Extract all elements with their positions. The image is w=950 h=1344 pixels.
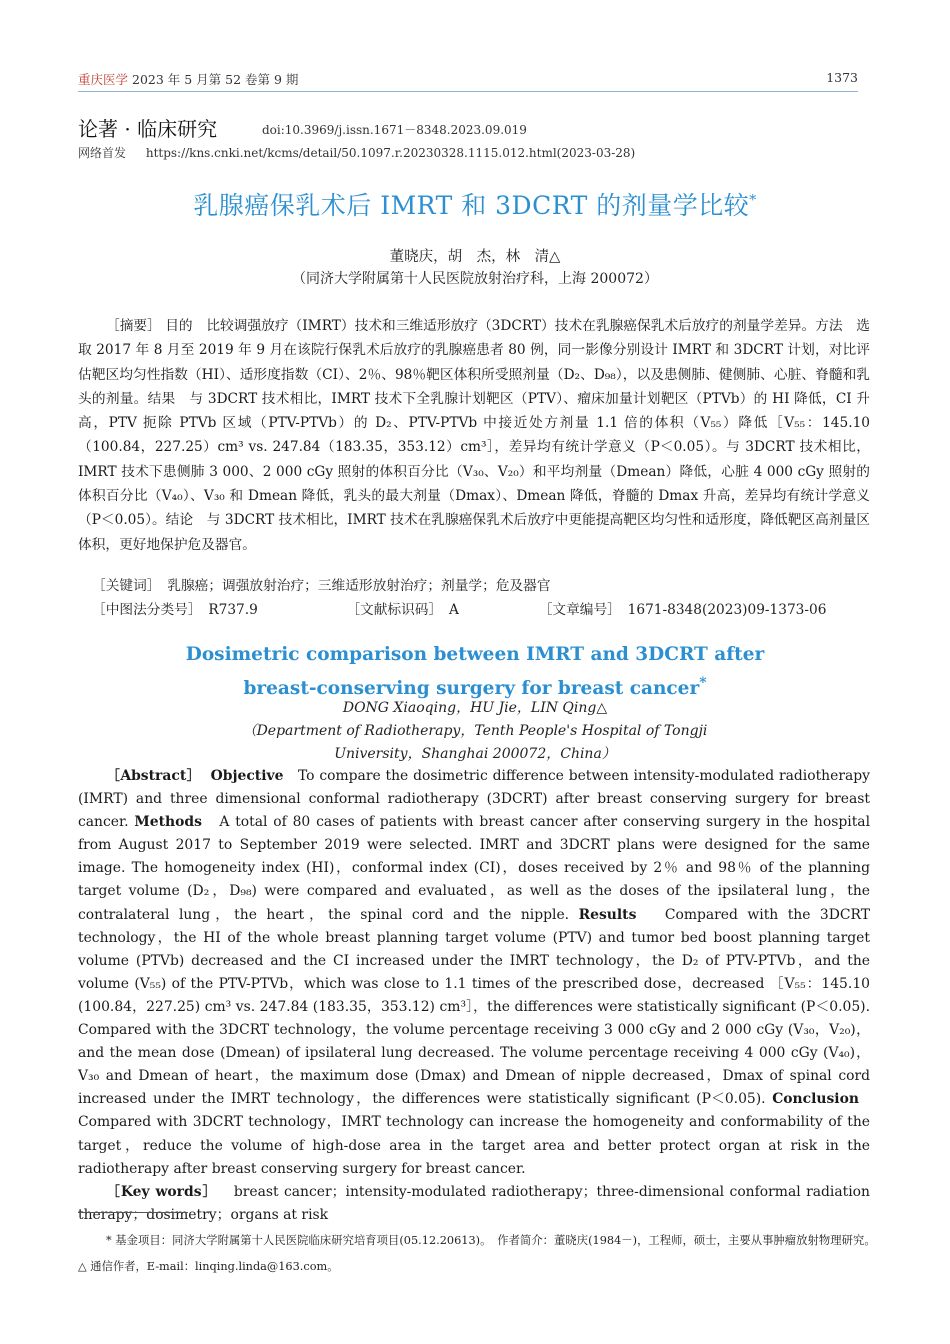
authors-english: DONG Xiaoqing，HU Jie，LIN Qing△ <box>342 700 608 716</box>
online-first-label: 网络首发 <box>78 146 127 160</box>
title-footnote-mark: * <box>749 192 757 209</box>
title-english <box>0 640 950 703</box>
classification-line <box>92 598 852 618</box>
footnote-text: * 基金项目：同济大学附属第十人民医院临床研究培育项目(05.12.20613)。 作者简介：董晓庆(1984－)，工程师，硕士，主要从事肿瘤放射物理研究。 △ 通信作者，E-mail：linqing.linda@163.com。 <box>78 1234 882 1273</box>
footnote <box>78 1228 882 1280</box>
online-first-url[interactable]: https://kns.cnki.net/kcms/detail/50.1097.r.20230328.1115.012.html(2023-03-28) <box>145 146 636 160</box>
title-chinese-text: 乳腺癌保乳术后 IMRT 和 3DCRT 的剂量学比较 <box>193 191 750 220</box>
keywords-english-label: ［Key words］ <box>106 1183 218 1200</box>
authors-chinese: 董晓庆，胡 杰，林 清△ <box>389 249 561 265</box>
objective-label: Objective <box>210 768 284 784</box>
methods-text: A total of 80 cases of patients with breast cancer after conserving surgery in the hospital from August 2017 to September 2019 were selected. IMRT and 3DCRT plans were designed for the same image. The homogeneity index (HI)，conformal index (CI)，doses received by 2％ and 98％ of the planning target volume (D₂，D₉₈) were compared and evaluated，as well as the doses of the ipsilateral lung，the contralateral lung，the heart，the spinal cord and the nipple. <box>78 814 871 923</box>
journal-name: 重庆医学 <box>78 72 129 87</box>
affiliation-english <box>0 720 950 766</box>
title-english-line1: Dosimetric comparison between IMRT and 3DCRT after <box>185 644 765 665</box>
abstract-chinese-text: ［摘要］ 目的 比较调强放疗（IMRT）技术和三维适形放疗（3DCRT）技术在乳腺癌保乳术后放疗的剂量学差异。方法 选取 2017 年 8 月至 2019 年 9 月在该院行保乳术后放疗的乳腺癌患者 80 例，同一影像分别设计 IMRT 和 3DCRT 计划，对比评估靶区均匀性指数（HI）、适形度指数（CI）、2％、98％靶区体积所受照剂量（D₂、D₉₈），以及患侧肺、健侧肺、心脏、脊髓和乳头的剂量。结果 与 3DCRT 技术相比，IMRT 技术下全乳腺计划靶区（PTV）、瘤床加量计划靶区（PTVb）的 HI 降低，CI 升高，PTV 扼除 PTVb 区域（PTV-PTVb）的 D₂、PTV-PTVb 中接近处方剂量 1.1 倍的体积（V₅₅）降低［V₅₅：145.10（100.84，227.25）cm³ vs. 247.84（183.35，353.12）cm³］，差异均有统计学意义（P＜0.05）。与 3DCRT 技术相比，IMRT 技术下患侧肺 3 000、2 000 cGy 照射的体积百分比（V₃₀、V₂₀）和平均剂量（Dmean）降低，心脏 4 000 cGy 照射的体积百分比（V₄₀）、V₃₀ 和 Dmean 降低，乳头的最大剂量（Dmax）、Dmean 降低，脊髓的 Dmax 升高，差异均有统计学意义（P＜0.05）。结论 与 3DCRT 技术相比，IMRT 技术在乳腺癌保乳术后放疗中更能提高靶区均匀性和适形度，降低靶区高剂量区体积，更好地保护危及器官。 <box>78 318 870 553</box>
clc-number: ［中图法分类号］ R737.9 <box>92 602 258 618</box>
footnote-divider <box>78 1212 188 1213</box>
page-number: 1373 <box>826 70 858 85</box>
document-code: ［文献标识码］ A <box>346 602 459 618</box>
keywords-english-text: breast cancer；intensity-modulated radiotherapy；three-dimensional conformal radiation therapy；dosimetry；organs at risk <box>78 1183 870 1223</box>
affiliation-english-line2: University，Shanghai 200072，China） <box>334 746 616 762</box>
issue-info: 2023 年 5 月第 52 卷第 9 期 <box>132 72 299 87</box>
title-english-line2: breast-conserving surgery for breast cancer <box>243 678 700 700</box>
affiliation-chinese: （同济大学附属第十人民医院放射治疗科，上海 200072） <box>292 271 658 287</box>
abstract-chinese <box>78 314 870 557</box>
header-divider <box>78 91 858 92</box>
keywords-chinese: ［关键词］ 乳腺癌；调强放射治疗；三维适形放射治疗；剂量学；危及器官 <box>92 578 551 594</box>
abstract-english <box>78 765 870 1227</box>
abstract-label: ［Abstract］ <box>106 768 201 784</box>
doi: doi:10.3969/j.issn.1671－8348.2023.09.019 <box>262 123 527 137</box>
affiliation-english-line1: （Department of Radiotherapy，Tenth People's Hospital of Tongji <box>242 723 708 739</box>
conclusion-text: Compared with 3DCRT technology，IMRT technology can increase the homogeneity and conformability of the target，reduce the volume of high-dose area in the target area and better protect organ at risk in the radiotherapy after breast conserving surgery for breast cancer. <box>78 1114 870 1177</box>
results-text: Compared with the 3DCRT technology，the HI of the whole breast planning target volume (PTV) and tumor bed boost planning target volume (PTVb) decreased and the CI increased under the IMRT technology，the D₂ of PTV-PTVb，and the volume (V₅₅) of the PTV-PTVb，which was close to 1.1 times of the prescribed dose，decreased ［V₅₅：145.10 (100.84，227.25) cm³ vs. 247.84 (183.35，353.12) cm³］，the differences were statistically significant (P＜0.05). Compared with the 3DCRT technology，the volume percentage receiving 3 000 cGy and 2 000 cGy (V₃₀，V₂₀)，and the mean dose (Dmean) of ipsilateral lung decreased. The volume percentage receiving 4 000 cGy (V₄₀)，V₃₀ and Dmean of heart，the maximum dose (Dmax) and Dmean of nipple decreased，Dmax of spinal cord increased under the IMRT technology，the differences were statistically significant (P＜0.05). <box>78 906 871 1108</box>
running-header <box>78 70 858 90</box>
objective-text: To compare the dosimetric difference between intensity-modulated radiotherapy (IMRT) and three dimensional conformal radiotherapy (3DCRT) after breast conserving surgery for breast cancer. <box>78 768 870 831</box>
results-label: Results <box>578 906 637 923</box>
title-chinese <box>0 186 950 222</box>
section-label: 论著 · 临床研究 <box>78 117 218 141</box>
conclusion-label: Conclusion <box>772 1091 859 1108</box>
online-first <box>78 144 635 161</box>
article-number: ［文章编号］ 1671-8348(2023)09-1373-06 <box>538 602 827 618</box>
title-english-footnote-mark: * <box>699 675 707 691</box>
methods-label: Methods <box>134 814 202 831</box>
